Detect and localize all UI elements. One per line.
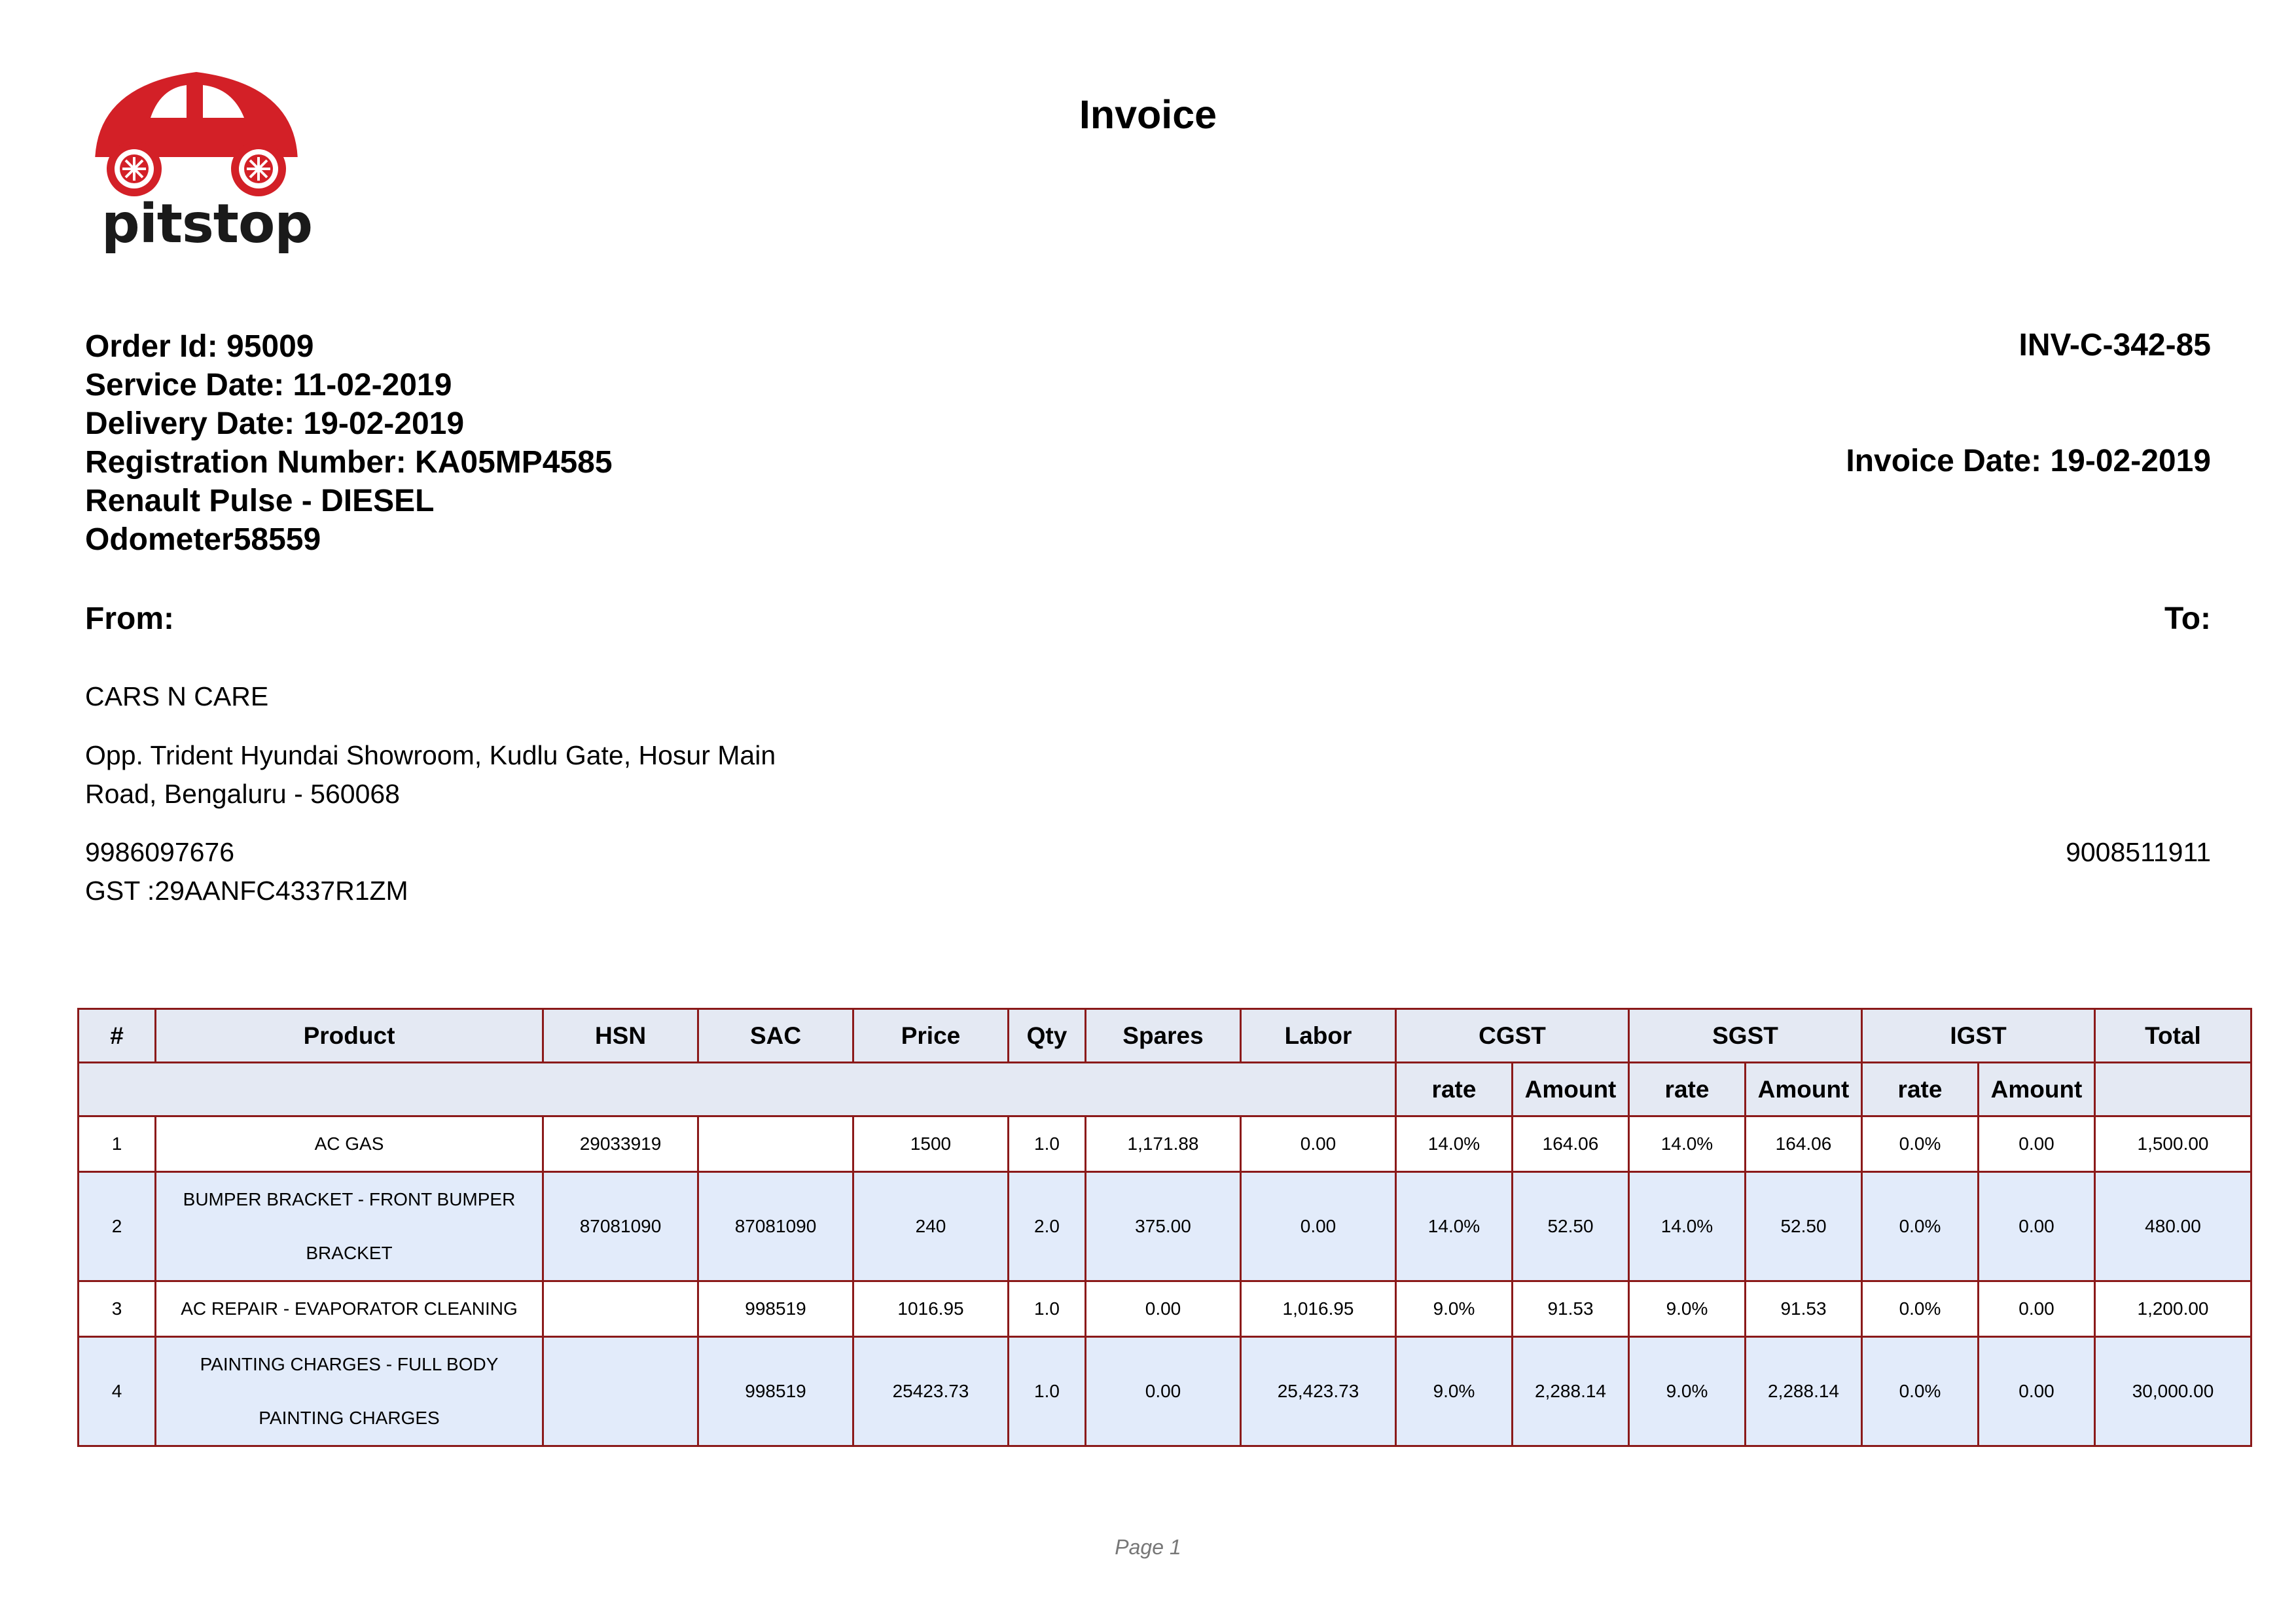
cell-igst-rate: 0.0%	[1862, 1281, 1979, 1337]
cell-labor: 0.00	[1241, 1172, 1396, 1281]
brand-name: pitstop	[101, 193, 313, 255]
cell-sgst-amount: 52.50	[1746, 1172, 1862, 1281]
cell-qty: 2.0	[1009, 1172, 1086, 1281]
cell-cgst-rate: 9.0%	[1396, 1281, 1513, 1337]
from-gst: GST :29AANFC4337R1ZM	[85, 876, 408, 906]
cell-product: AC REPAIR - EVAPORATOR CLEANING	[156, 1281, 543, 1337]
cell-hsn	[543, 1281, 698, 1337]
cell-num: 2	[79, 1172, 156, 1281]
col-header-price: Price	[853, 1009, 1009, 1063]
cell-num: 4	[79, 1337, 156, 1446]
cell-igst-amount: 0.00	[1979, 1172, 2095, 1281]
cell-total: 30,000.00	[2095, 1337, 2251, 1446]
cell-price: 25423.73	[853, 1337, 1009, 1446]
cell-spares: 1,171.88	[1086, 1116, 1241, 1172]
col-header-hsn: HSN	[543, 1009, 698, 1063]
cell-igst-rate: 0.0%	[1862, 1116, 1979, 1172]
service-date: Service Date: 11-02-2019	[85, 368, 452, 402]
cell-igst-rate: 0.0%	[1862, 1172, 1979, 1281]
cgst-amount-header: Amount	[1513, 1063, 1629, 1116]
sgst-amount-header: Amount	[1746, 1063, 1862, 1116]
cell-total: 1,500.00	[2095, 1116, 2251, 1172]
page-number: Page 1	[1115, 1535, 1181, 1559]
col-header-num: #	[79, 1009, 156, 1063]
cell-hsn: 29033919	[543, 1116, 698, 1172]
cell-labor: 1,016.95	[1241, 1281, 1396, 1337]
cell-product: AC GAS	[156, 1116, 543, 1172]
cell-cgst-rate: 9.0%	[1396, 1337, 1513, 1446]
cell-product: BUMPER BRACKET - FRONT BUMPER BRACKET	[156, 1172, 543, 1281]
cell-sgst-rate: 9.0%	[1629, 1281, 1746, 1337]
registration-number: Registration Number: KA05MP4585	[85, 445, 613, 480]
odometer: Odometer58559	[85, 522, 321, 557]
col-header-product: Product	[156, 1009, 543, 1063]
cell-hsn	[543, 1337, 698, 1446]
cell-labor: 0.00	[1241, 1116, 1396, 1172]
cell-spares: 375.00	[1086, 1172, 1241, 1281]
col-header-total: Total	[2095, 1009, 2251, 1063]
cell-hsn: 87081090	[543, 1172, 698, 1281]
to-phone: 9008511911	[2066, 837, 2211, 867]
invoice-date: Invoice Date: 19-02-2019	[1846, 444, 2211, 478]
cell-cgst-rate: 14.0%	[1396, 1172, 1513, 1281]
table-row	[79, 1116, 2251, 1172]
sgst-rate-header: rate	[1629, 1063, 1746, 1116]
table-subheader-row	[79, 1063, 2251, 1116]
col-header-cgst: CGST	[1396, 1009, 1629, 1063]
from-label: From:	[85, 601, 174, 636]
cell-sgst-amount: 164.06	[1746, 1116, 1862, 1172]
invoice-number: INV-C-342-85	[2018, 328, 2211, 363]
col-header-sac: SAC	[698, 1009, 853, 1063]
table-header-row	[79, 1009, 2251, 1063]
cell-igst-amount: 0.00	[1979, 1337, 2095, 1446]
cell-total: 1,200.00	[2095, 1281, 2251, 1337]
cell-qty: 1.0	[1009, 1281, 1086, 1337]
col-header-igst: IGST	[1862, 1009, 2095, 1063]
cell-sac	[698, 1116, 853, 1172]
cell-sgst-amount: 91.53	[1746, 1281, 1862, 1337]
cell-price: 1500	[853, 1116, 1009, 1172]
vehicle-model: Renault Pulse - DIESEL	[85, 484, 435, 518]
cell-cgst-amount: 91.53	[1513, 1281, 1629, 1337]
total-subheader-spacer	[2095, 1063, 2251, 1116]
from-phone: 9986097676	[85, 837, 235, 867]
from-address: Opp. Trident Hyundai Showroom, Kudlu Gate, Hosur Main Road, Bengaluru - 560068	[85, 740, 776, 809]
order-details	[85, 327, 613, 559]
table-row	[79, 1172, 2251, 1281]
cell-sgst-rate: 14.0%	[1629, 1116, 1746, 1172]
cell-sgst-rate: 9.0%	[1629, 1337, 1746, 1446]
subheader-spacer	[79, 1063, 1396, 1116]
igst-rate-header: rate	[1862, 1063, 1979, 1116]
company-logo	[88, 59, 313, 268]
invoice-items-table	[77, 1008, 2252, 1447]
to-label: To:	[2164, 601, 2211, 636]
cell-cgst-amount: 2,288.14	[1513, 1337, 1629, 1446]
delivery-date: Delivery Date: 19-02-2019	[85, 406, 465, 441]
cgst-rate-header: rate	[1396, 1063, 1513, 1116]
cell-price: 240	[853, 1172, 1009, 1281]
order-id: Order Id: 95009	[85, 329, 314, 364]
cell-spares: 0.00	[1086, 1337, 1241, 1446]
cell-total: 480.00	[2095, 1172, 2251, 1281]
cell-sac: 87081090	[698, 1172, 853, 1281]
cell-num: 3	[79, 1281, 156, 1337]
col-header-sgst: SGST	[1629, 1009, 1862, 1063]
cell-sac: 998519	[698, 1337, 853, 1446]
cell-sgst-amount: 2,288.14	[1746, 1337, 1862, 1446]
cell-sgst-rate: 14.0%	[1629, 1172, 1746, 1281]
table-row	[79, 1337, 2251, 1446]
igst-amount-header: Amount	[1979, 1063, 2095, 1116]
col-header-spares: Spares	[1086, 1009, 1241, 1063]
cell-labor: 25,423.73	[1241, 1337, 1396, 1446]
cell-cgst-rate: 14.0%	[1396, 1116, 1513, 1172]
cell-igst-amount: 0.00	[1979, 1116, 2095, 1172]
cell-cgst-amount: 52.50	[1513, 1172, 1629, 1281]
table-row	[79, 1281, 2251, 1337]
col-header-labor: Labor	[1241, 1009, 1396, 1063]
cell-qty: 1.0	[1009, 1337, 1086, 1446]
cell-igst-rate: 0.0%	[1862, 1337, 1979, 1446]
cell-product: PAINTING CHARGES - FULL BODY PAINTING CHARGES	[156, 1337, 543, 1446]
cell-sac: 998519	[698, 1281, 853, 1337]
cell-spares: 0.00	[1086, 1281, 1241, 1337]
cell-cgst-amount: 164.06	[1513, 1116, 1629, 1172]
from-name: CARS N CARE	[85, 681, 269, 711]
cell-price: 1016.95	[853, 1281, 1009, 1337]
cell-igst-amount: 0.00	[1979, 1281, 2095, 1337]
cell-num: 1	[79, 1116, 156, 1172]
cell-qty: 1.0	[1009, 1116, 1086, 1172]
col-header-qty: Qty	[1009, 1009, 1086, 1063]
page-title: Invoice	[1079, 92, 1217, 137]
